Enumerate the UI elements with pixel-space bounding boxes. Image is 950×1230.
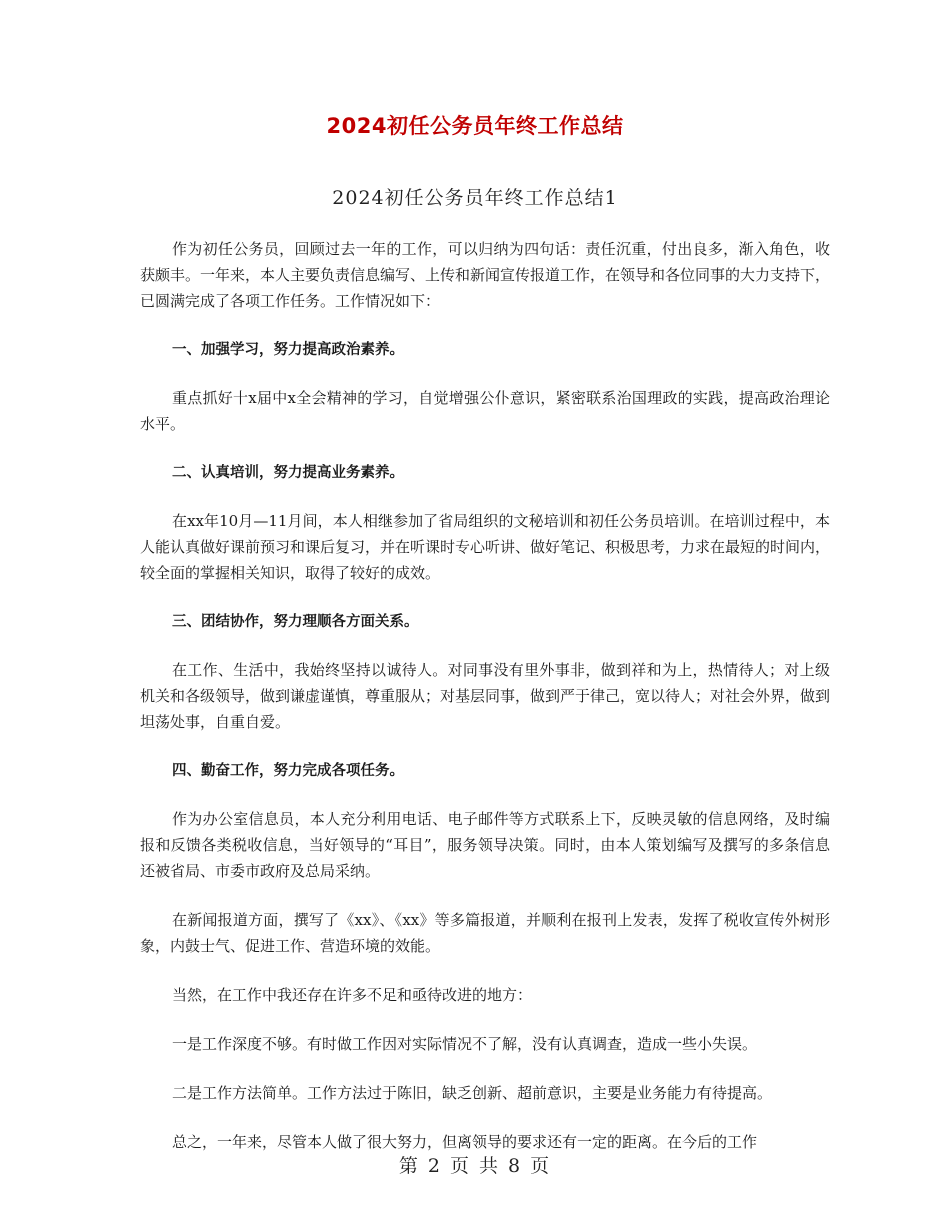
paragraph-intro: 作为初任公务员，回顾过去一年的工作，可以归纳为四句话：责任沉重，付出良多，渐入角色，收获颇丰。一年来，本人主要负责信息编写、上传和新闻宣传报道工作，在领导和各位同事的大力支持下，已圆满完成了各项工作任务。工作情况如下： <box>140 240 831 310</box>
paragraph-shortcomings: 当然，在工作中我还存在许多不足和亟待改进的地方： <box>172 986 533 1004</box>
section-heading-1: 一、加强学习，努力提高政治素养。 <box>172 342 404 358</box>
paragraph-study: 重点抓好十x届中x全会精神的学习，自觉增强公仆意识，紧密联系治国理政的实践，提高政治理论水平。 <box>140 389 830 433</box>
paragraph-summary: 总之，一年来，尽管本人做了很大努力，但离领导的要求还有一定的距离。在今后的工作 <box>172 1133 758 1151</box>
paragraph-information: 作为办公室信息员，本人充分利用电话、电子邮件等方式联系上下，反映灵敏的信息网络，及时编报和反馈各类税收信息，当好领导的“耳目”，服务领导决策。同时，由本人策划编写及撰写的多条信息还被省局、市委市政府及总局采纳。 <box>140 810 830 880</box>
document-body <box>140 236 830 1178</box>
paragraph-news: 在新闻报道方面，撰写了《xx》、《xx》等多篇报道，并顺利在报刊上发表，发挥了税收宣传外树形象，内鼓士气、促进工作、营造环境的效能。 <box>140 911 830 955</box>
paragraph-training: 在xx年10月—11月间，本人相继参加了省局组织的文秘培训和初任公务员培训。在培训过程中，本人能认真做好课前预习和课后复习，并在听课时专心听讲、做好笔记、积极思考，力求在最短的时间内，较全面的掌握相关知识，取得了较好的成效。 <box>140 512 831 582</box>
document-title: 2024初任公务员年终工作总结 <box>326 114 624 138</box>
paragraph-cooperation: 在工作、生活中，我始终坚持以诚待人。对同事没有里外事非，做到祥和为上，热情待人；对上级机关和各级领导，做到谦虚谨慎，尊重服从；对基层同事，做到严于律己，宽以待人；对社会外界，做到坦荡处事，自重自爱。 <box>140 661 831 731</box>
paragraph-shortcoming-1: 一是工作深度不够。有时做工作因对实际情况不了解，没有认真调查，造成一些小失误。 <box>172 1035 758 1053</box>
paragraph-shortcoming-2: 二是工作方法简单。工作方法过于陈旧，缺乏创新、超前意识，主要是业务能力有待提高。 <box>172 1084 773 1102</box>
document-subtitle: 2024初任公务员年终工作总结1 <box>332 187 618 209</box>
section-heading-4: 四、勤奋工作，努力完成各项任务。 <box>172 763 404 779</box>
section-heading-3: 三、团结协作，努力理顺各方面关系。 <box>172 614 419 630</box>
section-heading-2: 二、认真培训，努力提高业务素养。 <box>172 465 404 481</box>
page-number-footer: 第 2 页 共 8 页 <box>398 1155 552 1177</box>
